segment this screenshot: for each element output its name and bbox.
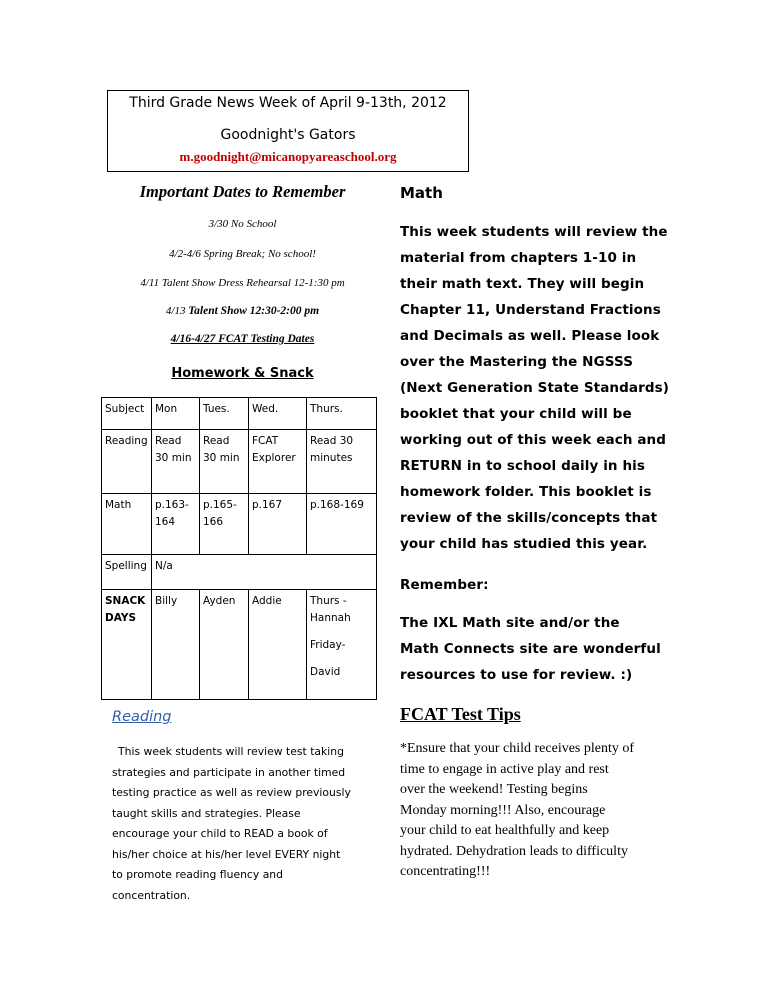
table-cell: Billy xyxy=(152,590,200,700)
paragraph-line: This week students will review the xyxy=(400,224,668,240)
talent-show-time: Talent Show 12:30-2:00 pm xyxy=(188,305,320,317)
fcat-tips-paragraph xyxy=(400,739,700,883)
paragraph-line: your child has studied this year. xyxy=(400,536,648,552)
reading-heading: Reading xyxy=(112,709,172,725)
table-cell: Ayden xyxy=(200,590,249,700)
table-row xyxy=(102,494,377,555)
table-cell: Reading xyxy=(102,430,152,494)
paragraph-line: and Decimals as well. Please look xyxy=(400,328,660,344)
paragraph-line: concentration. xyxy=(112,888,191,902)
table-cell: p.167 xyxy=(249,494,307,555)
paragraph-line: The IXL Math site and/or the xyxy=(400,615,620,631)
paragraph-line: over the weekend! Testing begins xyxy=(400,782,588,797)
table-cell: p.165-166 xyxy=(200,494,249,555)
date-item: 3/30 No School xyxy=(208,218,277,230)
paragraph-line: review of the skills/concepts that xyxy=(400,510,658,526)
table-cell: Addie xyxy=(249,590,307,700)
paragraph-line: Math Connects site are wonderful xyxy=(400,641,661,657)
date-item: 4/2-4/6 Spring Break; No school! xyxy=(169,248,316,260)
table-cell xyxy=(307,590,377,700)
dates-heading: Important Dates to Remember xyxy=(139,182,346,201)
table-cell: Read 30 min xyxy=(152,430,200,494)
paragraph-line: over the Mastering the NGSSS xyxy=(400,354,634,370)
paragraph-line: working out of this week each and xyxy=(400,432,667,448)
table-cell: Subject xyxy=(102,398,152,430)
table-row xyxy=(102,555,377,590)
table-cell: Read 30 min xyxy=(200,430,249,494)
table-cell: Math xyxy=(102,494,152,555)
paragraph-line: his/her choice at his/her level EVERY night xyxy=(112,847,341,861)
table-cell: Thurs. xyxy=(307,398,377,430)
table-cell: p.168-169 xyxy=(307,494,377,555)
class-name: Goodnight's Gators xyxy=(220,127,356,143)
snack-friday-label: Friday- xyxy=(310,639,346,651)
fcat-dates: 4/16-4/27 FCAT Testing Dates xyxy=(170,333,315,345)
paragraph-line: hydrated. Dehydration leads to difficulty xyxy=(400,843,628,859)
paragraph-line: resources to use for review. :) xyxy=(400,667,633,683)
fcat-tips-heading: FCAT Test Tips xyxy=(400,704,521,724)
table-cell: FCAT Explorer xyxy=(249,430,307,494)
reading-paragraph xyxy=(112,742,377,906)
talent-show-date xyxy=(105,305,380,317)
paragraph-line: encourage your child to READ a book of xyxy=(112,827,328,840)
newsletter-header xyxy=(107,90,469,172)
remember-paragraph xyxy=(400,610,700,688)
paragraph-line: your child to eat healthfully and keep xyxy=(400,823,610,838)
table-cell: Wed. xyxy=(249,398,307,430)
table-cell: Tues. xyxy=(200,398,249,430)
paragraph-line: (Next Generation State Standards) xyxy=(400,380,670,396)
paragraph-line: This week students will review test taking xyxy=(118,745,344,758)
snack-friday-name: David xyxy=(310,666,341,678)
table-cell: Read 30 minutes xyxy=(307,430,377,494)
table-cell: Spelling xyxy=(102,555,152,590)
remember-heading: Remember: xyxy=(400,577,489,593)
paragraph-line: concentrating!!! xyxy=(400,864,491,879)
paragraph-line: material from chapters 1-10 in xyxy=(400,250,637,266)
table-row xyxy=(102,430,377,494)
table-row xyxy=(102,590,377,700)
table-cell: Mon xyxy=(152,398,200,430)
paragraph-line: Monday morning!!! Also, encourage xyxy=(400,802,606,818)
talent-show-day: 4/13 xyxy=(165,305,186,317)
table-row xyxy=(102,398,377,430)
math-paragraph xyxy=(400,219,700,557)
date-item: 4/11 Talent Show Dress Rehearsal 12-1:30 pm xyxy=(140,277,345,289)
paragraph-line: booklet that your child will be xyxy=(400,406,632,422)
math-heading: Math xyxy=(400,184,443,202)
paragraph-line: testing practice as well as review previously xyxy=(112,786,351,799)
paragraph-line: *Ensure that your child receives plenty of xyxy=(400,741,635,756)
newsletter-title: Third Grade News Week of April 9-13th, 2012 xyxy=(129,95,447,111)
table-cell: SNACK DAYS xyxy=(102,590,152,700)
snack-thursday: Thurs - Hannah xyxy=(310,595,351,624)
paragraph-line: Chapter 11, Understand Fractions xyxy=(400,302,661,318)
teacher-email[interactable]: m.goodnight@micanopyareaschool.org xyxy=(179,149,397,164)
table-cell: p.163-164 xyxy=(152,494,200,555)
paragraph-line: strategies and participate in another timed xyxy=(112,765,346,779)
paragraph-line: to promote reading fluency and xyxy=(112,868,284,881)
table-cell: N/a xyxy=(152,555,377,590)
paragraph-line: taught skills and strategies. Please xyxy=(112,806,301,820)
paragraph-line: RETURN in to school daily in his xyxy=(400,458,646,474)
homework-table xyxy=(101,397,377,700)
paragraph-line: their math text. They will begin xyxy=(400,276,645,292)
homework-heading: Homework & Snack xyxy=(171,366,314,381)
paragraph-line: homework folder. This booklet is xyxy=(400,484,652,500)
paragraph-line: time to engage in active play and rest xyxy=(400,761,609,777)
